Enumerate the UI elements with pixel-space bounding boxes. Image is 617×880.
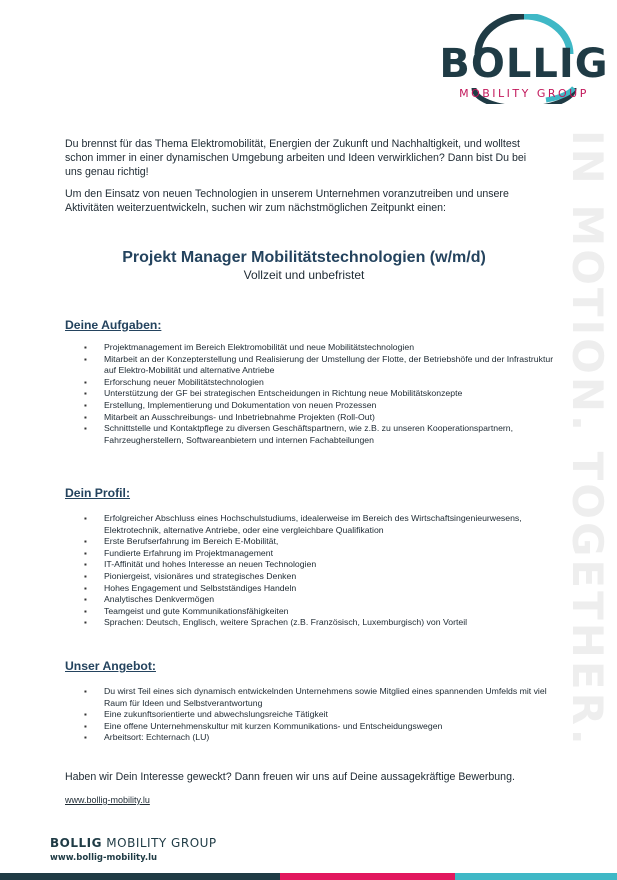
list-item: ▪ Hohes Engagement und Selbstständiges Handeln [84, 583, 554, 595]
list-item: ▪ Mitarbeit an der Konzepterstellung und Realisierung der Umstellung der Flotte, der Betriebshöfe und der Infrastruktur auf Elektro-Mobilität und alternative Antriebe [84, 354, 554, 377]
list-item: ▪ Fundierte Erfahrung im Projektmanagement [84, 548, 554, 560]
aufgaben-list [84, 342, 554, 446]
list-item: ▪ Arbeitsort: Echternach (LU) [84, 732, 554, 744]
profil-list [84, 513, 554, 629]
list-item: ▪ Unterstützung der GF bei strategischen Entscheidungen in Richtung neue Mobilitätskonzepte [84, 388, 554, 400]
footer-brand [50, 836, 217, 850]
bollig-logo [438, 14, 610, 104]
list-item: ▪ IT-Affinität und hohes Interesse an neuen Technologien [84, 559, 554, 571]
profil-heading: Dein Profil: [65, 486, 131, 500]
list-item: ▪ Erforschung neuer Mobilitätstechnologien [84, 377, 554, 389]
footer-url[interactable]: www.bollig-mobility.lu [50, 853, 158, 863]
list-item: ▪ Pioniergeist, visionäres und strategisches Denken [84, 571, 554, 583]
job-title: Projekt Manager Mobilitätstechnologien (w/m/d) [122, 249, 486, 266]
list-item: ▪ Erste Berufserfahrung im Bereich E-Mobilität, [84, 536, 554, 548]
list-item: ▪ Mitarbeit an Ausschreibungs- und Inbetriebnahme Projekten (Roll-Out) [84, 412, 554, 424]
logo-tagline: MOBILITY GROUP [459, 87, 589, 100]
angebot-heading: Unser Angebot: [65, 659, 156, 673]
list-item: ▪ Du wirst Teil eines sich dynamisch entwickelnden Unternehmens sowie Mitglied eines spannenden Umfelds mit viel Raum für Ideen und Selbstverantwortung [84, 686, 554, 709]
footer-brand-bold: BOLLIG [50, 836, 102, 850]
list-item: ▪ Erfolgreicher Abschluss eines Hochschulstudiums, idealerweise im Bereich des Wirtschaftsingenieurwesens, Elektrotechnik, alternative Antriebe, oder eine vergleichbare Qualifikation [84, 513, 554, 536]
website-link[interactable]: www.bollig-mobility.lu [65, 795, 150, 805]
footer-brand-rest: MOBILITY GROUP [101, 836, 217, 850]
footer-bar-dark [0, 873, 280, 880]
intro-paragraph-2: Um den Einsatz von neuen Technologien in unserem Unternehmen voranzutreiben und unsere Aktivitäten weiterzuentwickeln, suchen wir zum nächstmöglichen Zeitpunkt einen: [65, 188, 509, 214]
footer-bar-pink [280, 873, 455, 880]
list-item: ▪ Teamgeist und gute Kommunikationsfähigkeiten [84, 606, 554, 618]
list-item: ▪ Analytisches Denkvermögen [84, 594, 554, 606]
list-item: ▪ Projektmanagement im Bereich Elektromobilität und neue Mobilitätstechnologien [84, 342, 554, 354]
aufgaben-heading: Deine Aufgaben: [65, 318, 162, 332]
footer-bar-teal [455, 873, 617, 880]
job-subtitle: Vollzeit und unbefristet [243, 268, 365, 282]
vertical-slogan [562, 130, 612, 850]
vertical-slogan-text: IN MOTION. TOGETHER. [563, 130, 612, 748]
list-item: ▪ Schnittstelle und Kontaktpflege zu diversen Geschäftspartnern, wie z.B. zu unseren Kooperationspartnern, Fahrzeugherstellern, Softwareanbietern und internen Fachabteilungen [84, 423, 554, 446]
list-item: ▪ Sprachen: Deutsch, Englisch, weitere Sprachen (z.B. Französisch, Luxemburgisch) von Vorteil [84, 617, 554, 629]
intro-paragraph-1: Du brennst für das Thema Elektromobilität, Energien der Zukunft und Nachhaltigkeit, und wolltest schon immer in einer dynamischen Umgebung arbeiten und Ideen verwirklichen? Dann bist Du bei uns genau richtig! [65, 138, 527, 178]
list-item: ▪ Eine offene Unternehmenskultur mit kurzen Kommunikations- und Entscheidungswegen [84, 721, 554, 733]
angebot-list [84, 686, 554, 744]
list-item: ▪ Eine zukunftsorientierte und abwechslungsreiche Tätigkeit [84, 709, 554, 721]
closing-text: Haben wir Dein Interesse geweckt? Dann freuen wir uns auf Deine aussagekräftige Bewerbung. [65, 771, 515, 783]
logo-wordmark: BOLLIG [439, 41, 609, 87]
list-item: ▪ Erstellung, Implementierung und Dokumentation von neuen Prozessen [84, 400, 554, 412]
